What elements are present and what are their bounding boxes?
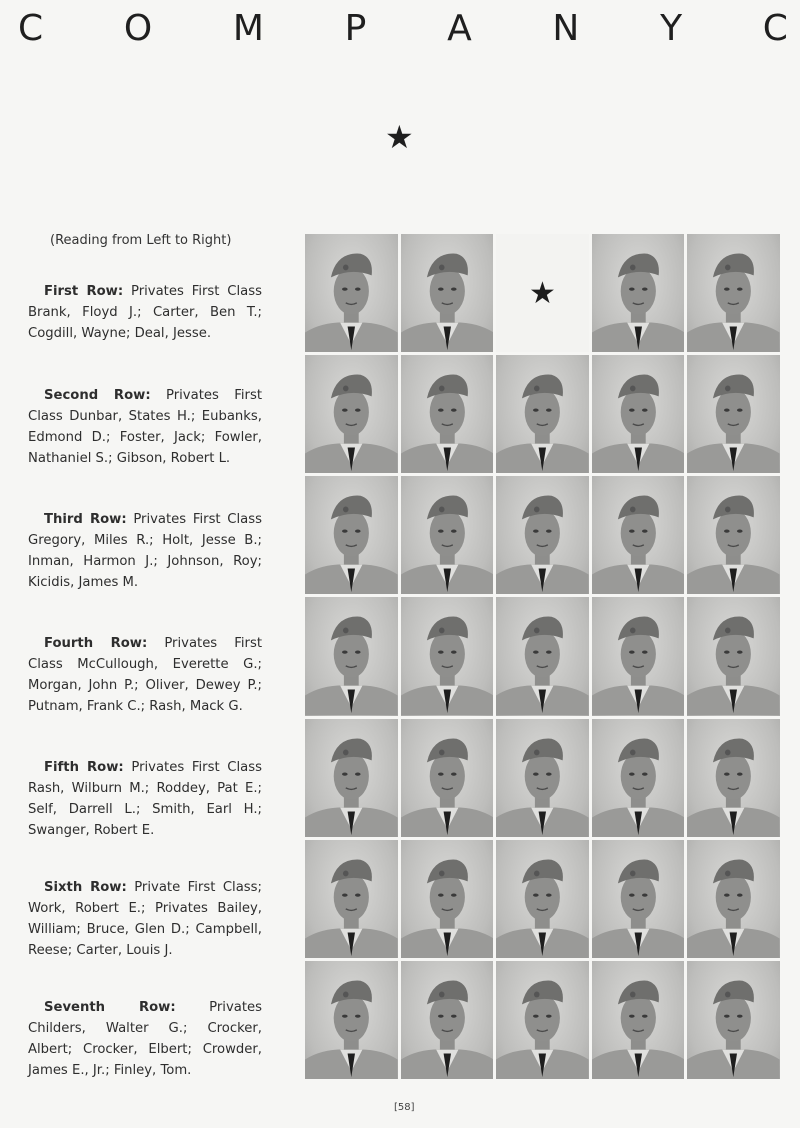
portrait-photo xyxy=(401,840,494,958)
row-caption xyxy=(28,757,262,841)
portrait-photo xyxy=(592,355,685,473)
portrait-photo xyxy=(496,719,589,837)
portrait-photo xyxy=(305,961,398,1079)
title-letter: A xyxy=(447,8,472,49)
row-caption xyxy=(28,633,262,717)
row-caption xyxy=(28,385,262,469)
row-caption-label: First Row: xyxy=(44,284,124,299)
portrait-photo xyxy=(401,961,494,1079)
portrait-photo xyxy=(401,597,494,715)
portrait-photo xyxy=(592,597,685,715)
portrait-photo xyxy=(592,961,685,1079)
row-caption-label: Fifth Row: xyxy=(44,760,124,775)
portrait-photo xyxy=(592,840,685,958)
portrait-photo xyxy=(687,961,780,1079)
row-caption-names: Privates Childers, Walter G.; Crocker, Albert; Crocker, Elbert; Crowder, James E., Jr.; Finley, Tom. xyxy=(28,1000,262,1078)
portrait-photo xyxy=(496,355,589,473)
portrait-photo xyxy=(401,719,494,837)
row-caption xyxy=(28,997,262,1081)
portrait-photo xyxy=(305,719,398,837)
portrait-photo xyxy=(687,234,780,352)
row-caption xyxy=(28,509,262,593)
row-caption-label: Seventh Row: xyxy=(44,1000,176,1015)
page-title xyxy=(18,8,788,49)
portrait-photo xyxy=(305,597,398,715)
row-caption-names: Privates First Class Brank, Floyd J.; Carter, Ben T.; Cogdill, Wayne; Deal, Jesse. xyxy=(28,284,262,341)
portrait-photo xyxy=(687,719,780,837)
row-caption-names: Privates First Class Gregory, Miles R.; Holt, Jesse B.; Inman, Harmon J.; Johnson, Roy; Kicidis, James M. xyxy=(28,512,262,590)
portrait-photo xyxy=(401,476,494,594)
page-number: [58] xyxy=(394,1102,415,1113)
row-caption-label: Third Row: xyxy=(44,512,127,527)
reading-note: (Reading from Left to Right) xyxy=(50,233,232,248)
title-letter: C xyxy=(18,8,44,49)
title-letter: N xyxy=(552,8,580,49)
row-caption-names: Privates First Class Dunbar, States H.; Eubanks, Edmond D.; Foster, Jack; Fowler, Nathaniel S.; Gibson, Robert L. xyxy=(28,388,262,466)
star-icon: ★ xyxy=(529,275,556,311)
star-icon: ★ xyxy=(385,118,414,156)
star-placeholder xyxy=(496,234,589,352)
title-letter: Y xyxy=(660,8,683,49)
portrait-photo xyxy=(687,597,780,715)
portrait-photo xyxy=(592,234,685,352)
portrait-photo xyxy=(496,476,589,594)
portrait-photo xyxy=(401,355,494,473)
title-letter: P xyxy=(344,8,367,49)
portrait-photo xyxy=(496,597,589,715)
portrait-photo xyxy=(496,840,589,958)
row-caption-names: Privates First Class Rash, Wilburn M.; Roddey, Pat E.; Self, Darrell L.; Smith, Earl H.; Swanger, Robert E. xyxy=(28,760,262,838)
portrait-photo xyxy=(592,476,685,594)
portrait-photo xyxy=(496,961,589,1079)
title-letter: C xyxy=(762,8,788,49)
row-caption-names: Privates First Class McCullough, Everette G.; Morgan, John P.; Oliver, Dewey P.; Putnam, Frank C.; Rash, Mack G. xyxy=(28,636,262,714)
portrait-photo xyxy=(592,719,685,837)
row-caption-label: Second Row: xyxy=(44,388,151,403)
portrait-photo xyxy=(305,234,398,352)
row-caption-label: Sixth Row: xyxy=(44,880,127,895)
row-caption xyxy=(28,877,262,961)
title-letter: M xyxy=(232,8,264,49)
title-letter: O xyxy=(123,8,153,49)
row-caption-label: Fourth Row: xyxy=(44,636,148,651)
portrait-grid xyxy=(305,234,780,1079)
portrait-photo xyxy=(305,355,398,473)
row-caption xyxy=(28,281,262,344)
portrait-photo xyxy=(401,234,494,352)
portrait-photo xyxy=(687,355,780,473)
portrait-photo xyxy=(687,840,780,958)
portrait-photo xyxy=(687,476,780,594)
row-caption-names: Private First Class; Work, Robert E.; Privates Bailey, William; Bruce, Glen D.; Campbell, Reese; Carter, Louis J. xyxy=(28,880,262,958)
portrait-photo xyxy=(305,840,398,958)
portrait-photo xyxy=(305,476,398,594)
